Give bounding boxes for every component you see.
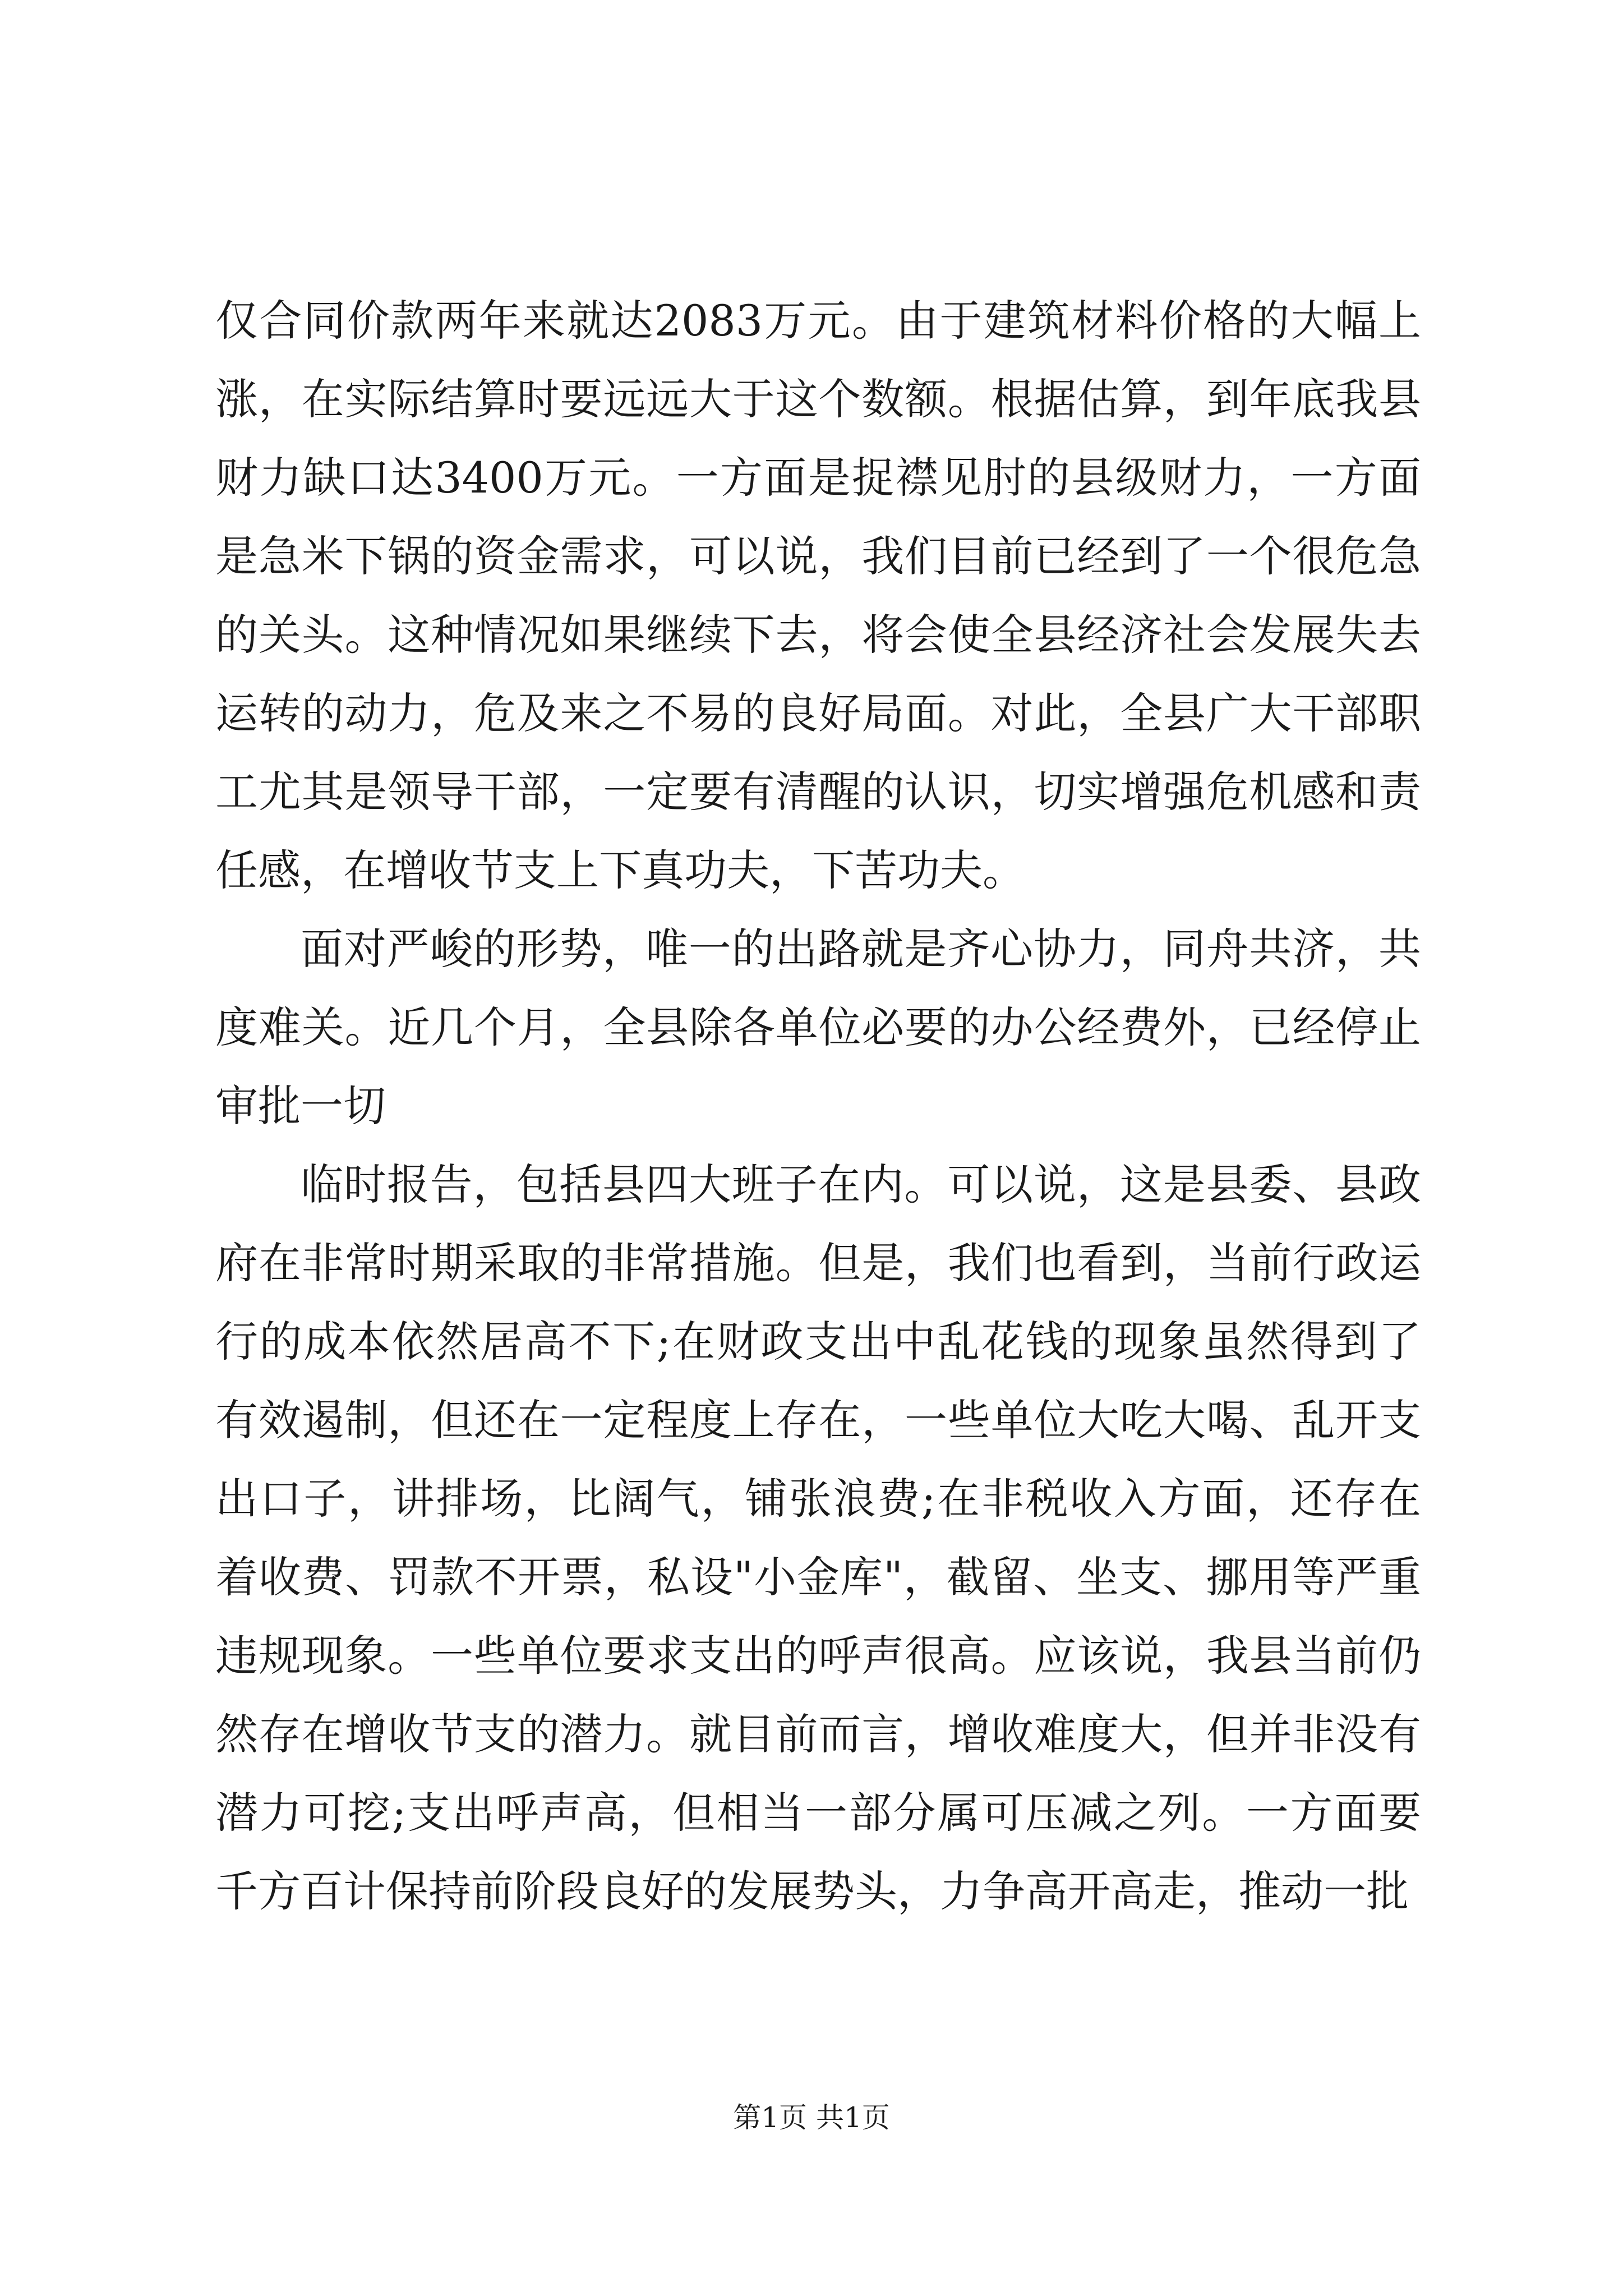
paragraph-1: 仅合同价款两年来就达2083万元。由于建筑材料价格的大幅上涨，在实际结算时要远远大于这个数额。根据估算，到年底我县财力缺口达3400万元。一方面是捉襟见肘的县级财力，一方面是急米下锅的资金需求，可以说，我们目前已经到了一个很危急的关头。这种情况如果继续下去，将会使全县经济社会发展失去运转的动力，危及来之不易的良好局面。对此，全县广大干部职工尤其是领导干部，一定要有清醒的认识，切实增强危机感和责任感，在增收节支上下真功夫，下苦功夫。 (215, 296, 1421, 895)
paragraph-2: 面对严峻的形势，唯一的出路就是齐心协力，同舟共济，共度难关。近几个月，全县除各单位必要的办公经费外，已经停止审批一切 (215, 924, 1421, 1131)
page-footer: 第1页 共1页 (733, 2101, 890, 2134)
paragraph-3: 临时报告，包括县四大班子在内。可以说，这是县委、县政府在非常时期采取的非常措施。但是，我们也看到，当前行政运行的成本依然居高不下;在财政支出中乱花钱的现象虽然得到了有效遏制，但还在一定程度上存在，一些单位大吃大喝、乱开支出口子，讲排场，比阔气，铺张浪费;在非税收入方面，还存在着收费、罚款不开票，私设"小金库"，截留、坐支、挪用等严重违规现象。一些单位要求支出的呼声很高。应该说，我县当前仍然存在增收节支的潜力。就目前而言，增收难度大，但并非没有潜力可挖;支出呼声高，但相当一部分属可压减之列。一方面要千方百计保持前阶段良好的发展势头，力争高开高走，推动一批 (215, 1159, 1421, 1916)
body-text (215, 282, 1421, 1931)
